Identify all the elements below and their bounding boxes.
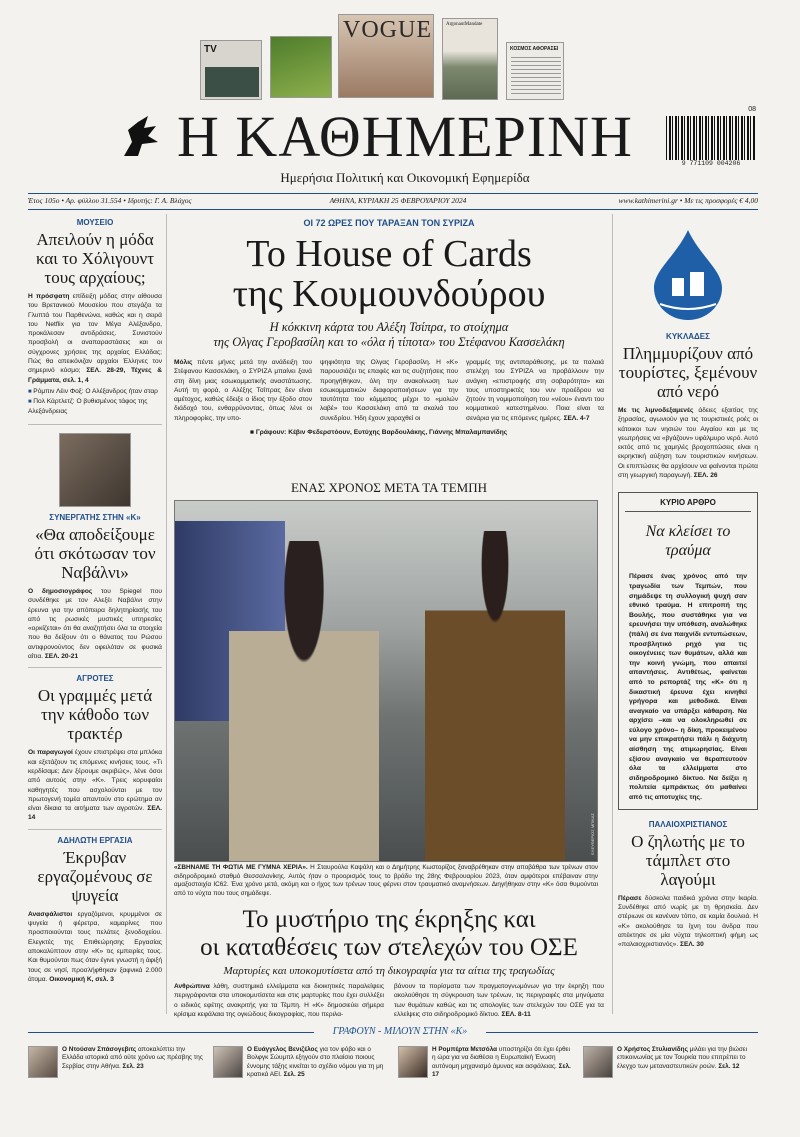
kosmos-thumb[interactable] <box>506 42 564 100</box>
dateline-left: Έτος 105ο • Αρ. φύλλου 31.554 • Ιδρυτής: Γ. Α. Βλάχος <box>28 196 192 205</box>
kosmos-label: ΚΟΣΜΟΣ ΑΦΟΡΑΣΕΙ <box>510 46 559 52</box>
cyclades-ref: ΣΕΛ. 26 <box>693 472 718 480</box>
dateline-center: ΑΘΗΝΑ, ΚΥΡΙΑΚΗ 25 ΦΕΒΡΟΥΑΡΙΟΥ 2024 <box>329 196 467 205</box>
photo-caption: «ΣΒΗΝΑΜΕ ΤΗ ΦΩΤΙΑ ΜΕ ΓΥΜΝΑ ΧΕΡΙΑ». Η Σταυρούλα Καψάλη και ο Δημήτρης Κωστορίζος ξαναβρέθηκαν στην αποβάθρα των τρένων στον σιδηροδρομικό σταθμό Θεσσαλονίκης. Αυτός ήταν ο προορισμός τους το βράδυ της 28ης Φεβρουαρίου 2023, όταν αμφότεροι επέβαιναν στην αμαξοστοιχία IC62. Ένα χρόνο μετά, ακόμη και ο ήχος των τρένων τους φέρνει στον τραυματικό αναμνήσεων. Διηγήθηκαν στην «Κ» όσα θυμούνται από το νύχτα που τους σημάδεψε. <box>174 864 599 897</box>
tv-label: TV <box>204 44 217 55</box>
footer-item[interactable]: Ο Χρήστος Στυλιανίδης μιλάει για την βιώσει επικοινωνίας με τον Τουρκία που επιτρέπει το έλεγχο των μεταναστευτικών ροών. Σελ. 12 <box>583 1046 758 1118</box>
farmers-ref: ΣΕΛ. 14 <box>28 805 162 822</box>
masthead-title[interactable]: Η ΚΑΘΗΜΕΡΙΝΗ <box>177 104 633 169</box>
editorial-headline[interactable]: Να κλείσει το τραύμα <box>645 523 731 560</box>
footer-rule-left <box>28 1032 314 1033</box>
second-deck: Μαρτυρίες και υποκομυτίσετα από τη δικογραφία για τα αίτια της τραγωδίας <box>223 965 555 977</box>
masthead-subtitle: Ημερήσια Πολιτική και Οικονομική Εφημερίδα <box>280 170 530 185</box>
second-headline-2[interactable]: οι καταθέσεις των στελεχών του ΟΣΕ <box>200 934 578 961</box>
lead-story[interactable] <box>174 218 604 488</box>
navalny-ref: ΣΕΛ. 20-21 <box>44 653 79 661</box>
footer-header: ΓΡΑΦΟΥΝ - ΜΙΛΟΥΝ ΣΤΗΝ «Κ» <box>332 1026 468 1037</box>
lead-deck-2: της Ολγας Γεροβασίλη και το «όλα ή τίποτα» του Στέφανου Κασσελάκη <box>213 335 565 349</box>
tv-insert-thumb[interactable] <box>200 40 262 100</box>
footer-item[interactable]: Ο Ευάγγελος Βενιζέλος για τον φόβο και ο Βολφγκ Σώυμπλ εξηγούν στο πλαίσιο ποιους έννομης τάξης κινείται το σχέδιο νόμου για τη μη κρατικά ΑΕΙ. Σελ. 25 <box>213 1046 388 1118</box>
dateline-rule-bottom <box>28 209 758 210</box>
vogue-thumb[interactable] <box>338 14 434 98</box>
footer-name: Η Ρομπέρτα Μετσόλα <box>432 1046 498 1053</box>
barcode <box>666 106 756 172</box>
photo-credit: ΕΛΕΥΘΕΡΙΟΣ ΜΠΙΚΑΣ <box>590 813 595 855</box>
cyclades-headline[interactable]: Πλημμυρίζουν από τουρίστες, ξεμένουν από νερό <box>618 344 758 401</box>
lead-body <box>174 358 604 423</box>
travel-label: ArgonautMandate <box>446 22 483 27</box>
museum-headline[interactable]: Απειλούν η μόδα και το Χόλιγουντ τους αρχαίους; <box>35 230 155 287</box>
footer-name: Ο Χρήστος Στυλιανίδης <box>617 1046 688 1053</box>
dateline-right[interactable]: www.kathimerini.gr • Με τις προσφορές € 4,00 <box>618 196 758 205</box>
right-column <box>618 214 758 1014</box>
navalny-journalist-photo <box>59 433 131 507</box>
zealot-ref: ΣΕΛ. 30 <box>680 941 704 949</box>
avatar <box>398 1046 428 1078</box>
barcode-bars <box>666 116 756 160</box>
photo-kicker: ΕΝΑΣ ΧΡΟΝΟΣ ΜΕΤΑ ΤΑ ΤΕΜΠΗ <box>290 480 488 495</box>
second-headline-1[interactable]: Το μυστήριο της έκρηξης και <box>242 906 536 933</box>
story-navalny[interactable] <box>28 513 162 661</box>
second-body <box>174 982 604 1019</box>
left-column <box>28 214 162 1014</box>
story-undeclared-work[interactable] <box>28 836 162 984</box>
woman-figure <box>229 541 379 862</box>
museum-bullets <box>28 387 162 416</box>
masthead-logo-icon <box>118 112 164 160</box>
top-strip <box>180 10 620 100</box>
second-story[interactable] <box>174 906 604 1016</box>
second-ref: ΣΕΛ. 8-11 <box>501 1010 531 1018</box>
water-drop-icon <box>646 226 730 322</box>
divider <box>28 667 162 668</box>
footer-rule-right <box>486 1032 758 1033</box>
second-body-col-1: Ανθρώπινα λάθη, συστημικά ελλείμματα και διοικητικές παραλείψεις περιγράφονται στα υποκομυτίσετα και στις μαρτυρίες που έχει συλλέξει ο ειδικός εφέτης ανακριτής για τα Τέμπη. Η «Κ» δημοσιεύει σήμερα κρίσιμα κεφάλαια της ογκώδους δικογραφίας, που περιλα- <box>174 983 384 1018</box>
footer-item[interactable]: Ο Ντούσαν Σπάσογεβιτς αποκαλύπτει την Ελλάδα ιστορικά από ούτε χρόνο ως πρέσβης της Σερβίας στην Αθήνα. Σελ. 23 <box>28 1046 203 1118</box>
work-headline[interactable]: Έκρυβαν εργαζομένους σε ψυγεία <box>37 847 153 905</box>
lead-body-col-1: Μόλις πέντε μήνες μετά την ανάδειξη του Στέφανου Κασσελάκη, ο ΣΥΡΙΖΑ μπαίνει ξανά στη δίνη μιας εσωκομματικής αναστάτωσης. Αυτή τη φορά, ο Αλέξης Τσίπρας δεν είναι αμέτοχος, καθώς έδειξε ο ίδιος την έξοδο στον διάδοχό του, ενθαρρύνοντας, όπως λένε οι πληροφορίες, την υπο- <box>174 359 312 422</box>
farmers-kicker: ΑΓΡΟΤΕΣ <box>76 674 114 684</box>
museum-ref: ΣΕΛ. 28-29, Τέχνες & Γράμματα, σελ. 1, 4 <box>28 367 162 384</box>
footer-items <box>28 1046 758 1118</box>
work-body: Ανασφάλιστοι εργαζόμενοι, κρυμμένοι σε ψυγεία ή φέρετρα, καμαρίνες που προσποιούνται τους πελάτες ξενοδοχείου. Ελεγκτές της Επιθεώρησης Εργασίας αποκαλύπτουν στην «Κ» τις εμπειρίες τους. Και θυμούνται πως όταν έγινε γνωστή η άφιξή τους σε νησί, προσλήφθηκαν ξαφνικά 2.000 άτομα. Οικονομική Κ, σελ. 3 <box>28 910 162 983</box>
dateline <box>28 196 758 208</box>
navalny-body: Ο δημοσιογράφος του Spiegel που συνδέθηκε με τον Αλεξέι Ναβάλνι στην έρευνα για την απόπειρα δηλητηρίασής του από τις ρωσικές μυστικές υπηρεσίες «ορκίζεται» ότι θα αναζητήσει όλα τα στοιχεία που θα δείξουν ότι ο θάνατος του Ρώσου αντιφρονούντος δεν οφειλόταν σε φυσικά αίτια. ΣΕΛ. 20-21 <box>28 587 162 661</box>
lead-headline-2[interactable]: της Κουμουνδούρου <box>232 273 546 315</box>
cyclades-body: Με τις λιμνοδεξαμενές άδειες εξαιτίας της ξηρασίας, αγωνιούν για τις τουριστικές ροές οι κάτοικοι των νησιών του Αιγαίου και με τις γεωτρήσεις να «βγάζουν» υφάλμυρο νερό. Αυτό εκτός από τις χαμηλές βροχοπτώσεις είναι η εκρηκτική αύξηση των τουριστικών κινήσεων. Οι επιπτώσεις θα αρχίσουν να φαίνονται πρώτα στη γεωργική παραγωγή. ΣΕΛ. 26 <box>618 407 758 480</box>
avatar <box>583 1046 613 1078</box>
avatar <box>28 1046 58 1078</box>
lead-body-col-3: γραμμές της αντιπαράθεσης, με τα παλαιά στελέχη του ΣΥΡΙΖΑ να προβάλλουν την ανάγκη «επιστροφής στη σοβαρότητα» και τους υποστηρικτές του νυν προέδρου να ζητούν τη νομιμοποίηση του «νέου» έναντι του κομματικού κατεστημένου. Ποια είναι τα σενάρια για τις επόμενες ημέρες. ΣΕΛ. 4-7 <box>466 359 604 422</box>
right-column-rule <box>612 214 613 1014</box>
story-cyclades[interactable] <box>618 332 758 480</box>
editorial-body: Πέρασε ένας χρόνος από την τραγωδία των Τεμπών, που σημάδεψε τη συλλογική ψυχή σαν εθνικό τραύμα. Η επιτροπή της Βουλής, που συστάθηκε για να ερευνήσει την υπόθεση, αναλώθηκε (πάλι) σε ένα παιχνίδι εντυπώσεων, προσβλητικό ρηχό για τις οικογένειες των θυμάτων, αλλά και την κοινή γνώμη, που απαιτεί απαντήσεις. Αντιθέτως, φαίνεται από το ρεπορτάζ της «Κ» ότι η δικαστική έρευνα έχει κινηθεί γρήγορα και μεθοδικά. Είναι αναγκαίο να υπάρξει κάθαρση. Να αρχίσει –και να ολοκληρωθεί σε εύλογο χρόνο– η δίκη, προκειμένου να μην επικρατήσει πάλι η διάχυτη αίσθηση της ατιμωρησίας. Είναι εξίσου αναγκαίο να θεραπευτούν όλα τα ελλείμματα στο σιδηροδρομικό δίκτυο. Να δείξει η πολιτεία εμπράκτως ότι μαθαίνει από τις αποτυχίες της. <box>629 573 747 802</box>
avatar <box>213 1046 243 1078</box>
barcode-text: 9 771109 004206 <box>681 160 741 167</box>
lead-kicker: ΟΙ 72 ΩΡΕΣ ΠΟΥ ΤΑΡΑΞΑΝ ΤΟΝ ΣΥΡΙΖΑ <box>303 218 475 228</box>
navalny-headline[interactable]: «Θα αποδείξουμε ότι σκότωσαν τον Ναβάλνι» <box>34 524 156 582</box>
lead-ref: ΣΕΛ. 4-7 <box>563 414 590 422</box>
man-figure <box>425 531 565 862</box>
work-ref: Οικονομική Κ, σελ. 3 <box>49 975 114 983</box>
bullet-item: ■ Ρόμπιν Λέιν Φοξ: Ο Αλέξανδρος ήταν σταρ <box>28 387 162 397</box>
lead-deck-1: Η κόκκινη κάρτα του Αλέξη Τσίπρα, το στοίχημα <box>269 320 509 334</box>
magazine-thumb[interactable] <box>270 36 332 98</box>
farmers-headline[interactable]: Οι γραμμές μετά την κάθοδο των τρακτέρ <box>37 686 153 744</box>
lead-credit: ■ Γράφουν: Κέβιν Φεδερστόουν, Ευτύχης Βαρδουλάκης, Γιάννης Μπαλαμπανίδης <box>250 429 508 437</box>
tempi-photo[interactable] <box>174 500 598 862</box>
cyclades-kicker: ΚΥΚΛΑΔΕΣ <box>666 332 710 341</box>
story-farmers[interactable] <box>28 674 162 822</box>
story-zealot[interactable] <box>618 820 758 950</box>
work-kicker: ΑΔΗΛΩΤΗ ΕΡΓΑΣΙΑ <box>57 835 133 845</box>
museum-kicker: ΜΟΥΣΕΙΟ <box>76 218 114 227</box>
divider <box>28 424 162 425</box>
footer-name: Ο Ντούσαν Σπάσογεβιτς <box>62 1046 137 1053</box>
second-body-col-2: βάνουν τα πορίσματα των πραγματογνωμόνων για την έκρηξη που ακολούθησε τη σύγκρουση των τρένων, τις περιγραφές στα μηνύματα των θυμάτων καθώς και τις απολογίες των στελεχών του ΟΣΕ για τα ελλείψεις στο σιδηροδρομικό δίκτυο. ΣΕΛ. 8-11 <box>394 983 604 1018</box>
issue-number: 08 <box>748 106 756 113</box>
footer-name: Ο Ευάγγελος Βενιζέλος <box>247 1046 318 1053</box>
zealot-kicker: ΠΑΛΑΙΟΧΡΙΣΤΙΑΝΟΣ <box>648 819 728 829</box>
editorial-box[interactable] <box>618 492 758 809</box>
footer-item[interactable]: Η Ρομπέρτα Μετσόλα υποστηρίζει ότι έχει έρθει η ώρα για να διαθέσει η Ευρωπαϊκή Ένωση αυτόνομη μηχανισμό άμυνας και ασφάλειας. Σελ. 17 <box>398 1046 573 1118</box>
lead-body-col-2: ψηφιότητα της Ολγας Γεροβασίλη. Η «Κ» παρουσιάζει τις επαφές και τις συζητήσεις που προηγήθηκαν, όλη την ανακοίνωση των εσωκομματικών διαφοροποιήσεων για την ταυτότητα του κόμματος μέχρι το «μολών λαβέ» του Κασσελάκη από τα σκαλιά του συνεδρίου. Ήδη έχουν χαραχθεί οι <box>320 359 458 422</box>
farmers-body: Οι παραγωγοί έχουν επιστρέψει στα μπλόκα και εξετάζουν τις επόμενες κινήσεις τους. «Τι κερδίσαμε; Δεν ξέρουμε ακριβώς», λένε όσοι από αυτούς στην «Κ». Τρεις κορυφαίοι καθηγητές που ασχολούνται με τον πρωτογενή τομέα απαντούν στο ερώτημα αν είναι δίκαια τα αιτήματα των αγροτών. ΣΕΛ. 14 <box>28 749 162 822</box>
navalny-kicker: ΣΥΝΕΡΓΑΤΗΣ ΣΤΗΝ «Κ» <box>49 512 141 522</box>
museum-body: Η πρόσφατη επίδειξη μόδας στην αίθουσα του Βρετανικού Μουσείου που στεγάζει τα Γλυπτά του Παρθενώνα, καθώς και η σειρά του Netflix για τον Μέγα Αλέξανδρο, προκάλεσαν αντιδράσεις. Συνιστούν προσβολή οι αναπαραστάσεις και οι σύγχρονες χρήσεις της αρχαίας Ελλάδας; Πώς θα απεικόνιζαν αρχαίοι Έλληνες τον σημερινό κόσμο; ΣΕΛ. 28-29, Τέχνες & Γράμματα, σελ. 1, 4 <box>28 293 162 384</box>
bullet-item: ■ Πολ Κάρτλετζ: Ο βυθισμένος τάφος της Αλεξάνδρειας <box>28 397 162 416</box>
zealot-headline[interactable]: Ο ζηλωτής με το τάμπλετ στο λαγούμι <box>631 831 745 889</box>
story-museum[interactable] <box>28 218 162 416</box>
lead-headline-1[interactable]: Το House of Cards <box>246 233 532 275</box>
vogue-label: VOGUE <box>343 17 432 43</box>
divider <box>28 829 162 830</box>
left-column-rule <box>166 214 167 1014</box>
editorial-kicker: ΚΥΡΙΟ ΑΡΘΡΟ <box>625 498 751 512</box>
dateline-rule-top <box>28 193 758 194</box>
zealot-body: Πέρασε δύσκολα παιδικά χρόνια στην Ικαρία. Συνδέθηκε από νωρίς με τη θρησκεία. Δεν στέριωνε σε κανέναν τόπο, σε καμία δουλειά. Η «Κ» ακολούθησε τα ίχνη του άνδρα που απέκτησε σε μία νύχτα τηλεοπτική φήμη ως «παλαιοχριστιανός». ΣΕΛ. 30 <box>618 894 758 949</box>
travel-thumb[interactable] <box>442 18 498 100</box>
